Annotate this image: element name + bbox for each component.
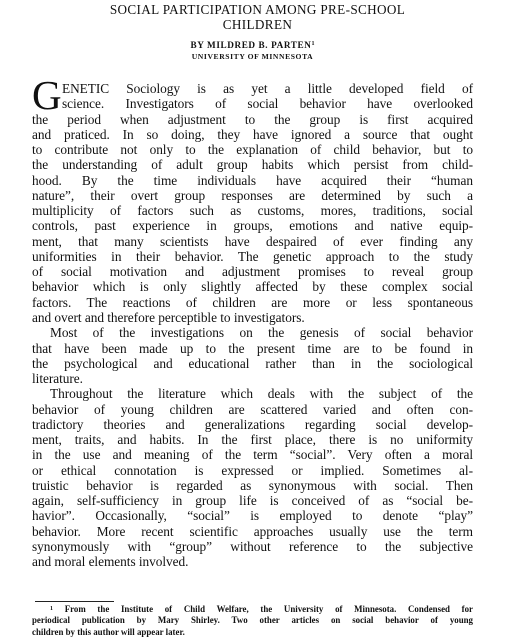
text-line: factors. The reactions of children are more or less spontaneous [32, 294, 473, 310]
paragraph-1 [32, 81, 473, 325]
article-title [40, 2, 475, 32]
text-line: and praticed. In so doing, they have ignored a source that ought [32, 126, 473, 142]
text-line: and overt and therefore perceptible to investigators. [32, 309, 305, 325]
text-line: literature. [32, 371, 83, 387]
title-line-1: SOCIAL PARTICIPATION AMONG PRE-SCHOOL [109, 2, 406, 17]
text-line: Most of the investigations on the genesis of social behavior [50, 325, 473, 341]
text-line: Throughout the literature which deals with the subject of the [50, 386, 473, 402]
byline-footnote-mark: 1 [311, 41, 315, 47]
footnote-line: periodical publication by Mary Shirley. Two other articles on social behavior of young [32, 615, 473, 626]
author-affiliation: UNIVERSITY OF MINNESOTA [191, 52, 314, 61]
text-line: multiplicity of factors such as customs, mores, traditions, social [32, 203, 473, 219]
text-line: in the use and meaning of the term “social”. Very often a moral [32, 447, 473, 463]
footnote-mark: 1 [50, 606, 53, 612]
text-line: the period when adjustment to the group is first acquired [32, 111, 473, 127]
text-line: to contribute not only to the explanation of child behavior, but to [32, 142, 473, 158]
text-line: uniformities in their behavior. The genetic approach to the study [32, 248, 473, 264]
text-line: behavior. More recent scientific approaches usually use the term [32, 523, 473, 539]
article-body [32, 81, 473, 570]
text-line: tradictory theories and generalizations regarding social develop- [32, 416, 473, 432]
text-line: and moral elements involved. [32, 554, 189, 570]
text-line: that have been made up to the present time are to be found in [32, 340, 473, 356]
text-line: of social motivation and adjustment promises to reveal group [32, 264, 473, 280]
text-line: again, self-sufficiency in group life is conceived of as “social be- [32, 493, 473, 509]
footnote-divider [35, 601, 114, 602]
text-line: hood. By the time individuals have acquired their “human [32, 172, 473, 188]
paragraph-2 [32, 325, 473, 386]
author-name: BY MILDRED B. PARTEN [190, 40, 312, 50]
paragraph-3 [32, 386, 473, 569]
text-line: the understanding of adult group habits which persist from child- [32, 157, 473, 173]
text-line: ENETIC Sociology is as yet a little developed field of [62, 81, 473, 96]
text-line: science. Investigators of social behavior have overlooked [62, 96, 473, 112]
text-line: the psychological and educational rather than in the sociological [32, 355, 473, 371]
text-line: synonymously with “group” without reference to the subjective [32, 538, 473, 554]
text-line: behavior of young children are scattered varied and often con- [32, 401, 473, 417]
title-line-2: CHILDREN [222, 17, 293, 32]
text-line: havior”. Occasionally, “social” is employed to denote “play” [32, 508, 473, 524]
text-line: or ethical connotation is expressed or implied. Sometimes al- [32, 462, 473, 478]
text-line: truistic behavior is regarded as synonymous with social. Then [32, 477, 473, 493]
text-line: ment, that many scientists have despaired of ever finding any [32, 233, 473, 249]
drop-cap: G [32, 72, 62, 118]
footnote [32, 604, 473, 638]
text-line: ment, traits, and habits. In the first place, there is no uniformity [32, 432, 473, 448]
footnote-line [32, 604, 473, 615]
footnote-line: children by this author will appear later. [32, 626, 185, 637]
text-line: controls, past experience in groups, emotions and native equip- [32, 218, 473, 234]
text-line: nature”, their overt group responses are determined by such a [32, 187, 473, 203]
text-line: behavior which is only slightly affected by these complex social [32, 279, 473, 295]
footnote-text: From the Institute of Child Welfare, the University of Minnesota. Condensed for [64, 604, 473, 614]
author-byline [0, 38, 505, 51]
